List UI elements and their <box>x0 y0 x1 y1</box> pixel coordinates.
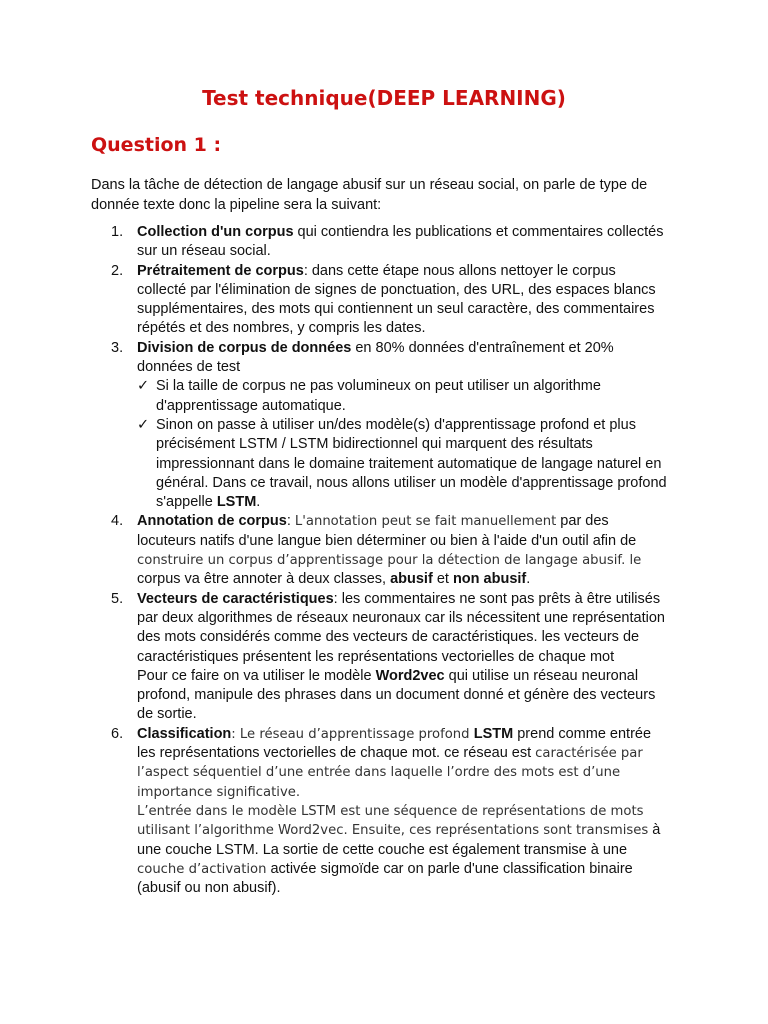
list-item: 2. Prétraitement de corpus: dans cette étape nous allons nettoyer le corpus collecté par l'élimination de signes de ponctuation, des URL, des espaces blancs supplémentaires, des mots qui contiennent un seul caractère, des commentaires répétés et des nombres, y compris les dates. <box>111 262 656 337</box>
item-number: 3. <box>111 339 124 356</box>
item-number: 2. <box>111 262 124 279</box>
list-item: 3. Division de corpus de données en 80% données d'entraînement et 20% données de test ✓ Si la taille de corpus ne pas volumineux on peut utiliser un algorithme d'apprentissage automatique. ✓ Sinon on passe à utiliser un/des modèle(s) d'apprentissage profond et plus précisément LSTM / LSTM bidirectionnel qui marquent des résultats impressionnant dans le domaine traitement automatique de langage naturel en général. Dans ce travail, nous allons utiliser un modèle d'apprentissage profond s'appelle LSTM. <box>0 339 667 513</box>
item-term: Annotation de corpus <box>137 513 287 530</box>
item-number: 6. <box>111 725 124 742</box>
document-title: Test technique(DEEP LEARNING) <box>202 86 566 110</box>
sub-list-item: ✓ Si la taille de corpus ne pas volumineux on peut utiliser un algorithme d'apprentissage automatique. <box>137 378 601 414</box>
item-term: Prétraitement de corpus <box>137 262 304 279</box>
item-term: Vecteurs de caractéristiques <box>137 590 334 607</box>
list-item: 1. Collection d'un corpus qui contiendra les publications et commentaires collectés sur un réseau social. <box>111 224 664 260</box>
item-number: 5. <box>111 590 124 607</box>
item-number: 4. <box>111 513 124 530</box>
check-icon: ✓ <box>137 416 150 433</box>
question-heading: Question 1 : <box>91 134 222 156</box>
item-number: 1. <box>111 224 124 240</box>
sub-list-item: ✓ Sinon on passe à utiliser un/des modèle(s) d'apprentissage profond et plus précisément LSTM / LSTM bidirectionnel qui marquent des résultats impressionnant dans le domaine traitement automatique de langage naturel en général. Dans ce travail, nous allons utiliser un modèle d'apprentissage profond s'appelle LSTM. <box>137 416 667 511</box>
item-term: Classification <box>137 725 232 742</box>
intro-paragraph: Dans la tâche de détection de langage abusif sur un réseau social, on parle de type de donnée texte donc la pipeline sera la suivant: <box>91 177 648 213</box>
list-item: 4. Annotation de corpus: L'annotation peut se fait manuellement par des locuteurs natifs d'une langue bien déterminer ou bien à l'aide d'un outil afin de construire un corpus d’apprentissage pour la détection de langage abusif. le corpus va être annoter à deux classes, abusif et non abusif. <box>111 513 642 588</box>
check-icon: ✓ <box>137 378 150 395</box>
list-item: 5. Vecteurs de caractéristiques: les commentaires ne sont pas prêts à être utilisés par deux algorithmes de réseaux neuronaux car ils nécessitent une représentation des mots considérés comme des vecteurs de caractéristiques. les vecteurs de caractéristiques présentent les représentations vectorielles de chaque mot Pour ce faire on va utiliser le modèle Word2vec qui utilise un réseau neuronal profond, manipule des phrases dans un document donné et génère des vecteurs de sortie. <box>111 590 665 723</box>
list-item: 6. Classification: Le réseau d’apprentissage profond LSTM prend comme entrée les représentations vectorielles de chaque mot. ce réseau est caractérisée par l’aspect séquentiel d’une entrée dans laquelle l’ordre des mots est d’une importance significative. L’entrée dans le modèle LSTM est une séquence de représentations de mots utilisant l’algorithme Word2vec. Ensuite, ces représentations sont transmises à une couche LSTM. La sortie de cette couche est également transmise à une couche d’activation activée sigmoïde car on parle d'une classification binaire (abusif ou non abusif). <box>111 725 661 897</box>
item-term: Division de corpus de données <box>137 339 352 356</box>
sub-list <box>137 377 667 512</box>
item-term: Collection d'un corpus <box>137 224 294 240</box>
pipeline-list <box>0 223 768 898</box>
